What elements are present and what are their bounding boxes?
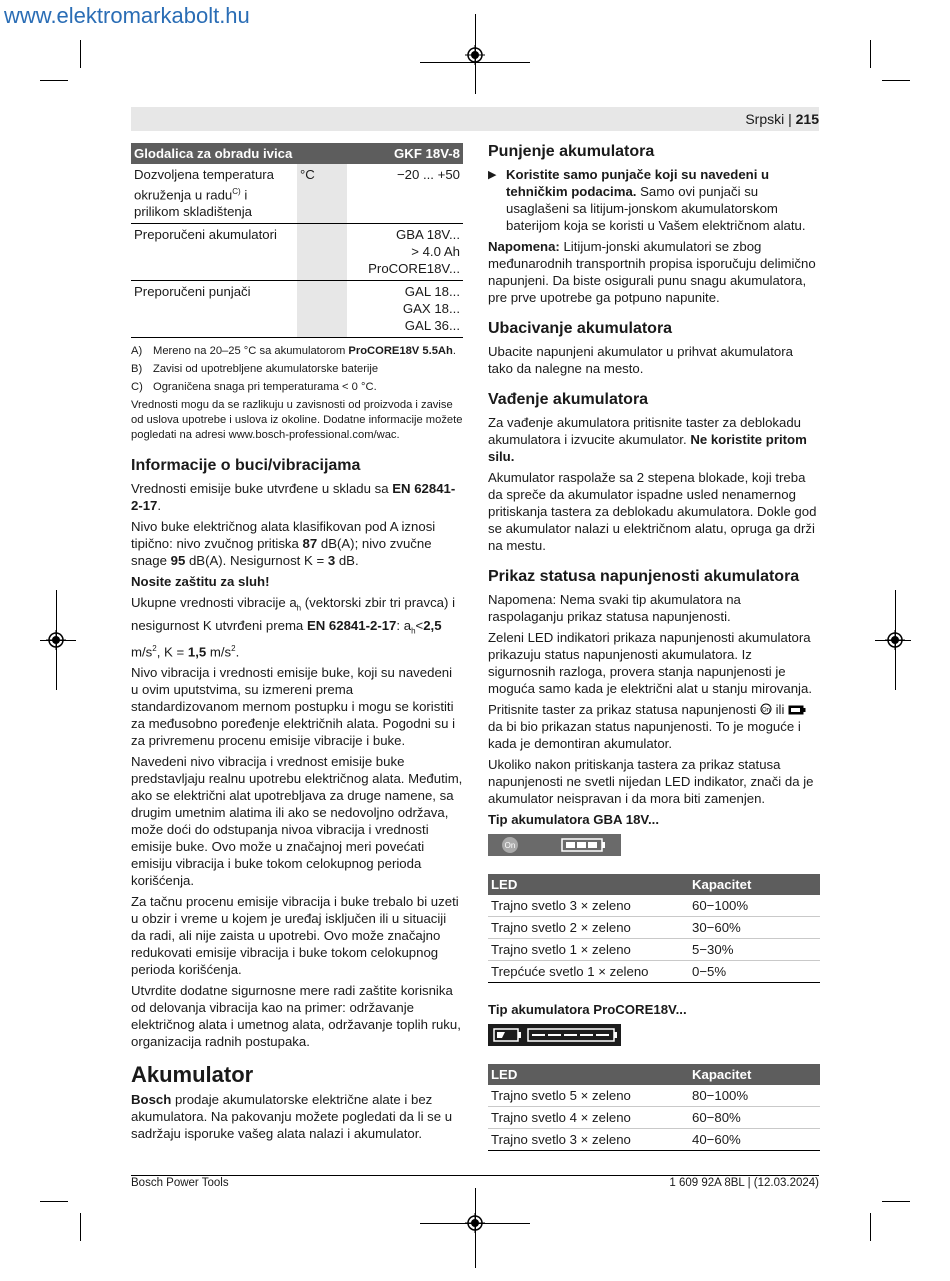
left-column xyxy=(131,143,463,1146)
table-header xyxy=(488,1064,820,1085)
column-header-capacity: Kapacitet xyxy=(689,1064,820,1085)
registration-mark-icon xyxy=(465,1213,485,1233)
svg-text:On: On xyxy=(761,707,770,714)
table-row xyxy=(131,224,463,281)
status-p1: Napomena: Nema svaki tip akumulatora na raspolaganju prikaz statusa napunjenosti. xyxy=(488,592,741,624)
status-p2: Zeleni LED indikatori prikaza napunjenosti akumulatora prikazuju status napunjenosti akumulatora. Iz sigurnosnih razloga, provera stanja napunjenosti je moguća samo kada je električni alat u stanju mirovanja. xyxy=(488,630,812,696)
noise-p6: Za tačnu procenu emisije vibracija i buke trebalo bi uzeti u obzir i vreme u kojem je uređaj isključen ili u situaciji da radi, ali nije zaista u upotrebi. Ovo može značajno redukovati emisije vibracija i buke tokom celokupnog perioda korišćenja. xyxy=(131,894,459,978)
charging-bullet: ▶ Koristite samo punjače koji su navedeni u tehničkim podacima. Samo ovi punjači su usaglašeni sa litijum-jonskom akumulatorskom baterijom koja se koristi u Vašem električnom alatu. xyxy=(488,167,806,233)
procore-title: Tip akumulatora ProCORE18V... xyxy=(488,1002,687,1017)
table-row: Trajno svetlo 5 × zeleno 80−100% xyxy=(488,1085,820,1107)
footnotes xyxy=(131,344,463,443)
spec-label: Preporučeni punjači xyxy=(131,281,297,338)
spec-value: GAL 18... GAX 18... GAL 36... xyxy=(347,281,463,338)
status-p3: Pritisnite taster za prikaz statusa napunjenosti On ili da bi bio prikazan status napunjenosti. To je moguće i kada je demontiran akumulator. xyxy=(488,701,820,752)
charging-note: Napomena: Litijum-jonski akumulatori se zbog međunarodnih transportnih propisa isporučuju delimično napunjeni. Da biste osigurali punu snagu akumulatora, pre prve upotrebe ga potpuno napunite. xyxy=(488,239,816,305)
registration-mark-icon xyxy=(46,630,66,650)
footnote: A) Mereno na 20–25 °C sa akumulatorom ProCORE18V 5.5Ah. xyxy=(131,345,456,358)
spec-table-header xyxy=(131,143,463,164)
spec-table xyxy=(131,143,463,338)
column-header-led: LED xyxy=(488,874,689,895)
page-number: 215 xyxy=(795,111,819,127)
charging-heading: Punjenje akumulatora xyxy=(488,143,655,160)
bullet-triangle-icon: ▶ xyxy=(488,169,497,181)
footer-divider xyxy=(131,1175,819,1176)
table-row xyxy=(131,164,463,224)
on-button-label: On xyxy=(504,841,516,850)
noise-p1: Vrednosti emisije buke utvrđene u skladu sa EN 62841-2-17. xyxy=(131,481,456,514)
table-row: Trajno svetlo 3 × zeleno 40−60% xyxy=(488,1129,820,1151)
spec-unit: °C xyxy=(297,164,347,224)
footer-brand: Bosch Power Tools xyxy=(131,1177,229,1189)
gba-battery-gauge xyxy=(488,834,621,856)
inserting-text: Ubacite napunjeni akumulator u prihvat akumulatora tako da nalegne na mesto. xyxy=(488,344,793,376)
noise-heading: Informacije o buci/vibracijama xyxy=(131,457,361,475)
header-language: Srpski xyxy=(745,111,785,127)
procore-battery-gauge xyxy=(488,1024,621,1046)
right-column xyxy=(488,143,820,1151)
removing-p1: Za vađenje akumulatora pritisnite taster za deblokadu akumulatora i izvucite akumulator. Ne koristite pritom silu. xyxy=(488,415,807,464)
accu-paragraph: Bosch prodaje akumulatorske električne alate i bez akumulatora. Na pakovanju možete pogledati da li se u sadržaju isporuke vašeg alata nalazi i akumulator. xyxy=(131,1092,453,1142)
table-row: Trajno svetlo 1 × zeleno 5−30% xyxy=(488,939,820,961)
header-separator: | xyxy=(788,111,792,127)
status-p4: Ukoliko nakon pritiskanja tastera za prikaz statusa napunjenosti ne svetli nijedan LED indikator, znači da je akumulator neispravan i da mora biti zamenjen. xyxy=(488,757,814,806)
table-header xyxy=(488,874,820,895)
footnote: B) Zavisi od upotrebljene akumulatorske baterije xyxy=(131,363,379,376)
on-button-icon xyxy=(760,703,772,715)
noise-p5: Navedeni nivo vibracija i vrednost emisije buke predstavljaju realnu upotrebu električnog alata. Međutim, ako se električni alat upotrebljava za druge namene, sa drugim umetnim alatima ili ako se nedovoljno održava, može doći do odstupanja nivoa vibracija i vrednosti emisije buke. Ovo može u značajnoj meri povećati emisiju vibracija i buke tokom celokupnog perioda korišćenja. xyxy=(131,754,463,889)
column-header-capacity: Kapacitet xyxy=(689,874,820,895)
noise-p2: Nivo buke električnog alata klasifikovan pod A iznosi tipično: nivo zvučnog pritiska 87 dB(A); nivo zvučne snage 95 dB(A). Nesigurnost K = 3 dB. xyxy=(131,519,436,569)
removing-heading: Vađenje akumulatora xyxy=(488,391,649,408)
gba-led-table xyxy=(488,874,820,983)
spec-value: −20 ... +50 xyxy=(347,164,463,224)
battery-button-icon xyxy=(494,1029,521,1041)
registration-mark-icon xyxy=(885,630,905,650)
spec-value: GBA 18V... > 4.0 Ah ProCORE18V... xyxy=(347,224,463,281)
hearing-warning: Nosite zaštitu za sluh! xyxy=(131,574,270,590)
registration-mark-icon xyxy=(465,45,485,65)
footer-doc-number: 1 609 92A 8BL | (12.03.2024) xyxy=(669,1177,819,1189)
page-header xyxy=(745,111,819,127)
watermark-url[interactable]: www.elektromarkabolt.hu xyxy=(4,3,250,28)
spec-label: Dozvoljena temperatura okruženja u radu$^{C)}$ i prilikom skladištenja xyxy=(131,164,297,224)
spec-label: Preporučeni akumulatori xyxy=(131,224,297,281)
footnote-paragraph: Vrednosti mogu da se razlikuju u zavisnosti od proizvoda i zavise od uslova upotrebe i uslova iz okoline. Dodatne informacije možete pogledati na adresi www.bosch-professional.com/wac. xyxy=(131,399,463,442)
spec-unit xyxy=(297,224,347,281)
status-heading: Prikaz statusa napunjenosti akumulatora xyxy=(488,568,800,585)
table-row xyxy=(131,281,463,338)
noise-p7: Utvrdite dodatne sigurnosne mere radi zaštite korisnika od delovanja vibracija kao na primer: održavanje električnog alata i umetnog alata, održavanje toplih ruku, organizacija radnih postupaka. xyxy=(131,983,461,1050)
procore-led-table xyxy=(488,1064,820,1151)
noise-p4: Nivo vibracija i vrednosti emisije buke, koji su navedeni u ovim uputstvima, su izmereni prema standardizovanom mernom postupku i mogu se koristiti za međusobno poređenje električnih alata. Pogodni su i za privremenu procenu emisije vibracije i buke. xyxy=(131,665,456,749)
accu-heading: Akumulator xyxy=(131,1062,254,1088)
inserting-heading: Ubacivanje akumulatora xyxy=(488,320,673,337)
table-row: Trajno svetlo 4 × zeleno 60−80% xyxy=(488,1107,820,1129)
footnote: C) Ograničena snaga pri temperaturama < 0 °C. xyxy=(131,381,377,394)
gba-title: Tip akumulatora GBA 18V... xyxy=(488,812,660,827)
table-row: Trepćuće svetlo 1 × zeleno 0−5% xyxy=(488,961,820,983)
spec-unit xyxy=(297,281,347,338)
battery-icon xyxy=(788,705,806,715)
noise-p3: Ukupne vrednosti vibracije $a_h$ (vektorski zbir tri pravca) i nesigurnost K utvrđeni prema EN 62841-2-17: $a_h<2,5$ $m/s^2$, K = 1,5 $m/s^2$. xyxy=(131,595,456,660)
table-row: Trajno svetlo 3 × zeleno 60−100% xyxy=(488,895,820,917)
battery-led-icon xyxy=(528,1029,617,1041)
table-row: Trajno svetlo 2 × zeleno 30−60% xyxy=(488,917,820,939)
spec-header-left: Glodalica za obradu ivica xyxy=(131,143,347,164)
spec-header-right: GKF 18V-8 xyxy=(347,143,463,164)
column-header-led: LED xyxy=(488,1064,689,1085)
battery-led-icon xyxy=(562,839,605,851)
header-bar xyxy=(131,107,819,131)
removing-p2: Akumulator raspolaže sa 2 stepena blokade, koji treba da spreče da akumulator ispadne usled nenamernog pritiskanja tastera za deblokadu akumulatora. Dokle god se akumulator nalazi u električnom alatu, opruga ga drži na mestu. xyxy=(488,470,817,553)
